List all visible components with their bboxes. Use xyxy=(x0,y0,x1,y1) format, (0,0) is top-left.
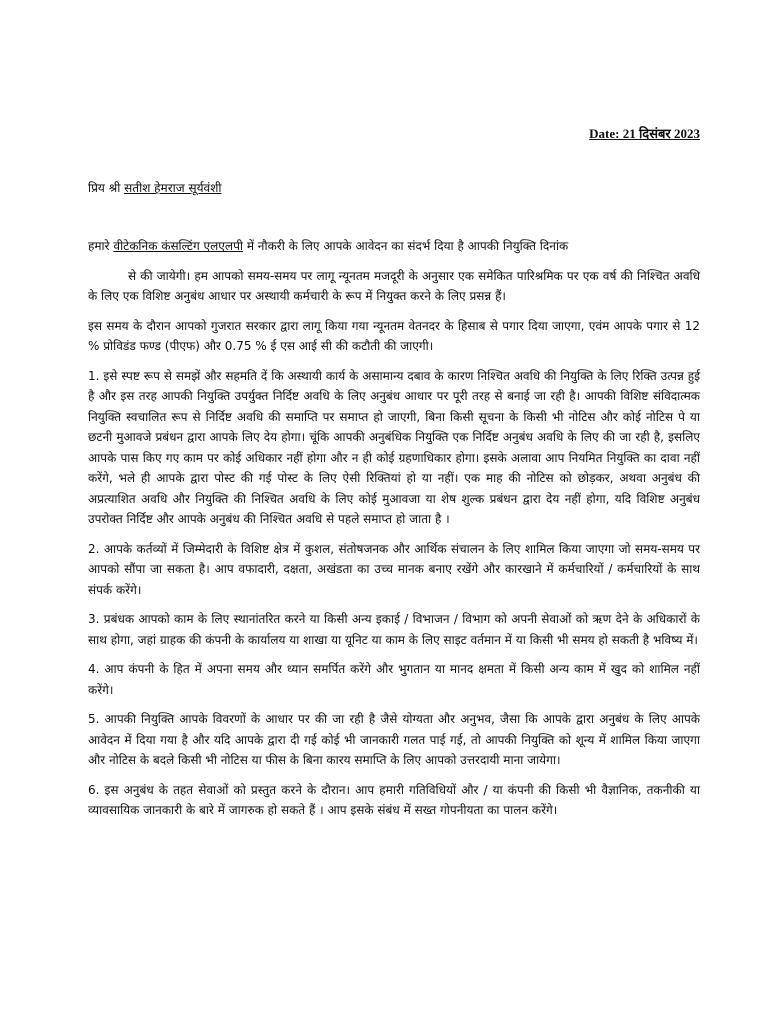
paragraph-clause-3: 3. प्रबंधक आपको काम के लिए स्थानांतरित करने या किसी अन्य इकाई / विभाजन / विभाग को अपनी सेवाओं को ऋण देने के अधिकारों के साथ होगा, जहां ग्राहक की कंपनी के कार्यालय या शाखा या यूनिट या काम के लिए साइट वर्तमान में या किसी भी समय हो सकती है भविष्य में। xyxy=(88,612,700,647)
salutation-prefix: प्रिय श्री xyxy=(88,181,125,195)
paragraph-intro-continued: से की जायेगी। हम आपको समय-समय पर लागू न्यूनतम मजदूरी के अनुसार एक समेकित पारिश्रमिक पर एक वर्ष की निश्चित अवधि के लिए एक विशिष्ट अनुबंध आधार पर अस्थायी कर्मचारी के रूप में नियुक्त करने के लिए प्रसन्न हैं। xyxy=(88,268,700,303)
paragraph-clause-1: 1. इसे स्पष्ट रूप से समझें और सहमति दें कि अस्थायी कार्य के असामान्य दबाव के कारण निश्चित अवधि की नियुक्ति के लिए रिक्ति उत्पन्न हुई है और इस तरह आपकी नियुक्ति उपर्युक्त निर्दिष्ट अवधि के लिए अनुबंध आधार पर पूरी तरह से बनाई जा रही है। आपकी विशिष्ट संविदात्मक नियुक्ति स्वचालित रूप से निर्दिष्ट अवधि की समाप्ति पर समाप्त हो जाएगी, बिना किसी सूचना के किसी भी नोटिस और कोई नोटिस पे या छटनी मुआवजे प्रबंधन द्वारा आपके लिए देय होगा। चूंकि आपकी अनुबंधिक नियुक्ति एक निर्दिष्ट अनुबंध अवधि के लिए की जा रही है, इसलिए आपके पास किए गए काम पर कोई अधिकार नहीं होगा और न ही कोई ग्रहणाधिकार होगा। इसके अलावा आप नियमित नियुक्ति का दावा नहीं करेंगे, भले ही आपके द्वारा पोस्ट की गई पोस्ट के लिए ऐसी रिक्तियां हो या नहीं। एक माह की नोटिस को छोड़कर, अथवा अनुबंध की अप्रत्याशित अवधि और नियुक्ति की निश्चित अवधि के लिए कोई मुआवजा या शेष शुल्क प्रबंधन द्वारा देय नहीं होगा, यदि विशिष्ट अनुबंध उपरोक्त निर्दिष्ट और आपके अनुबंध की निश्चित अवधि से पहले समाप्त हो जाता है । xyxy=(88,368,700,526)
recipient-name: सतीश हेमराज सूर्यवंशी xyxy=(124,181,222,195)
paragraph-clause-4: 4. आप कंपनी के हित में अपना समय और ध्यान समर्पित करेंगे और भुगतान या मानद क्षमता में किसी अन्य काम में खुद को शामिल नहीं करेंगे। xyxy=(88,662,700,697)
salutation xyxy=(88,179,221,196)
paragraph-clause-5: 5. आपकी नियुक्ति आपके विवरणों के आधार पर की जा रही है जैसे योग्यता और अनुभव, जैसा कि आपके द्वारा अनुबंध के लिए आपके आवेदन में दिया गया है और यदि आपके द्वारा दी गई कोई भी जानकारी गलत पाई गई, तो आपकी नियुक्ति को शून्य में शामिल किया जाएगा और नोटिस के बदले किसी भी नोटिस या फीस के बिना कारय समाप्ति के लिए आपको उत्तरदायी माना जायेगा। xyxy=(88,712,700,767)
intro-after: में नौकरी के लिए आपके आवेदन का संदर्भ दिया है आपकी नियुक्ति दिनांक xyxy=(243,239,569,253)
intro-line xyxy=(88,236,700,257)
letter-body xyxy=(88,236,700,830)
paragraph-clause-6: 6. इस अनुबंध के तहत सेवाओं को प्रस्तुत करने के दौरान। आप हमारी गतिविधियों और / या कंपनी की किसी भी वैज्ञानिक, तकनीकी या व्यावसायिक जानकारी के बारे में जागरुक हो सकते हैं । आप इसके संबंध में सख्त गोपनीयता का पालन करेंगे। xyxy=(88,782,700,817)
company-name: वीटेकनिक कंसल्टिंग एलएलपी xyxy=(113,239,243,253)
intro-before: हमारे xyxy=(88,239,114,253)
letter-date: Date: 21 दिसंबर 2023 xyxy=(589,126,700,141)
paragraph-salary: इस समय के दौरान आपको गुजरात सरकार द्वारा लागू किया गया न्यूनतम वेतनदर के हिसाब से पगार दिया जाएगा, एवंम आपके पगार से 12 % प्रोविडंड फण्ड (पीएफ) और 0.75 % ई एस आई सी की कटौती की जाएगी। xyxy=(88,318,700,353)
paragraph-clause-2: 2. आपके कर्तव्यों में जिम्मेदारी के विशिष्ट क्षेत्र में कुशल, संतोषजनक और आर्थिक संचालन के लिए शामिल किया जाएगा जो समय-समय पर आपको सौंपा जा सकता है। आप वफादारी, दक्षता, अखंडता का उच्च मानक बनाए रखेंगे और कारखाने में कर्मचारियों / कर्मचारियों के साथ संपर्क करेंगे। xyxy=(88,541,700,597)
